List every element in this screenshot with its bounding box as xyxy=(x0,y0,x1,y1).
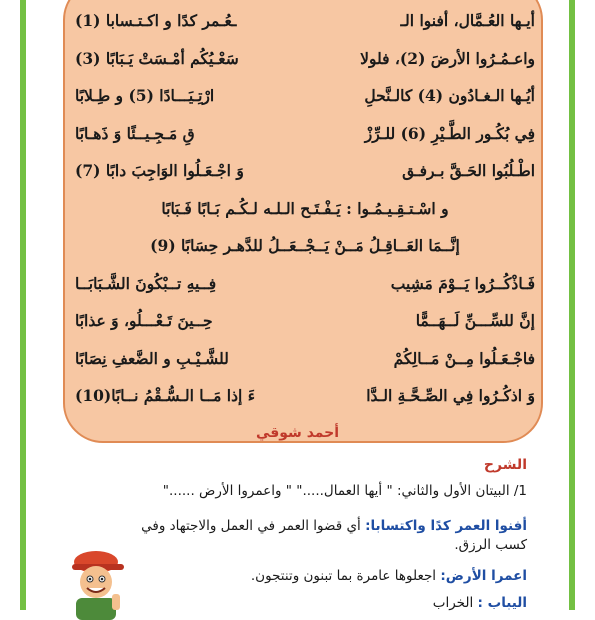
worker-cartoon-icon xyxy=(58,540,138,620)
hemistich-left: وَ اجْـعَـلُوا الوَاجِبَ دابًا (7) xyxy=(75,161,244,181)
hemistich-left: ارْتِـيَـــادًا (5) و طِـلابًا xyxy=(75,86,215,106)
explanation-line-4 xyxy=(433,595,527,611)
hemistich-right: إنَّ للسِّـــنِّ لَــهَــمًّا xyxy=(415,311,535,331)
term: اليباب : xyxy=(477,595,527,611)
definition: الخراب xyxy=(432,595,474,611)
poem-row xyxy=(75,2,535,40)
explanation-line-1: 1/ البيتان الأول والثاني: " أيها العمال....." " واعمروا الأرض ......" xyxy=(162,483,527,499)
hemistich-left: سَعْـيُكُم أمْـسَتْ يَـبَابًا (3) xyxy=(75,48,239,68)
poet-name: أحمد شوقي xyxy=(255,425,340,441)
hemistich-right: فاجْـعَـلُوا مِــنْ مَــالِكُمْ xyxy=(393,348,535,368)
hemistich-right: اطْـلُبُوا الحَـقَّ بـرفـق xyxy=(402,161,535,181)
poem-row xyxy=(75,265,535,303)
poem-row xyxy=(75,190,535,228)
explanation-line-3 xyxy=(251,568,527,584)
hemistich-left: قِ مَـجِـيــئًا وَ ذَهـابًا xyxy=(75,123,195,143)
hemistich-right: وَ اذكُـرُوا فِي الصِّـحَّـةِ الـدَّا xyxy=(366,386,535,406)
explanation-line-2 xyxy=(127,517,527,555)
hemistich-left: حِــينَ تَـعْـــلُو، وَ عذابًا xyxy=(75,311,213,331)
poem-row xyxy=(75,115,535,153)
hemistich-left: للشَّـيْـبِ و الضَّعفِ نِصَابًا xyxy=(75,348,229,368)
term: اعمرا الأرض: xyxy=(440,568,527,584)
poem-row xyxy=(75,302,535,340)
poem-row xyxy=(75,40,535,78)
page-border-right xyxy=(569,0,575,610)
poem-row xyxy=(75,377,535,415)
hemistich-right: واعـمُـرُوا الأرضَ (2)، فلولا xyxy=(360,48,535,68)
term: أفنوا العمر كدًا واكتسابا: xyxy=(365,518,527,534)
hemistich-right: فِي بُكُـور الطَّـيْرِ (6) للـرِّزْ xyxy=(364,123,535,143)
poem-row xyxy=(75,152,535,190)
poem-row xyxy=(75,227,535,265)
hemistich-right: فَـاذْكُــرُوا يَــوْمَ مَشِيب xyxy=(390,273,535,293)
page-border-left xyxy=(20,0,26,610)
definition: أي قضوا العمر في العمل والاجتهاد وفي كسب الرزق. xyxy=(141,518,527,553)
poem-row xyxy=(75,77,535,115)
hemistich-right: أيـها العُـمَّال، أفنوا الـ xyxy=(400,11,535,31)
verse-full: إنَّــمَا العَــاقِـلُ مَــنْ يَــجْــعَــلُ للدَّهـر حِسَابًا (9) xyxy=(150,236,460,256)
hemistich-left: ءَ إذا مَــا الـسُّـقْمُ نــابًا(10) xyxy=(75,386,256,406)
definition: اجعلوها عامرة بما تبنون وتنتجون. xyxy=(250,568,437,584)
hemistich-left: فِــيهِ تــبْكُونَ الشَّـبَابَــا xyxy=(75,273,217,293)
hemistich-left: ـعُـمر كدًا و اكـتـسابا (1) xyxy=(75,11,237,31)
explanation-title: الشرح xyxy=(483,457,527,473)
hemistich-right: أيُـها الـغـادُون (4) كالـنَّحلِ xyxy=(364,86,535,106)
verse-full: و اسْـتـقِـيـمُـوا : يَـفْـتَـح الـلـه لـكُـم بَـابًا فَـبَابًا xyxy=(161,198,449,218)
poem-rows xyxy=(75,2,535,415)
poem-row xyxy=(75,340,535,378)
